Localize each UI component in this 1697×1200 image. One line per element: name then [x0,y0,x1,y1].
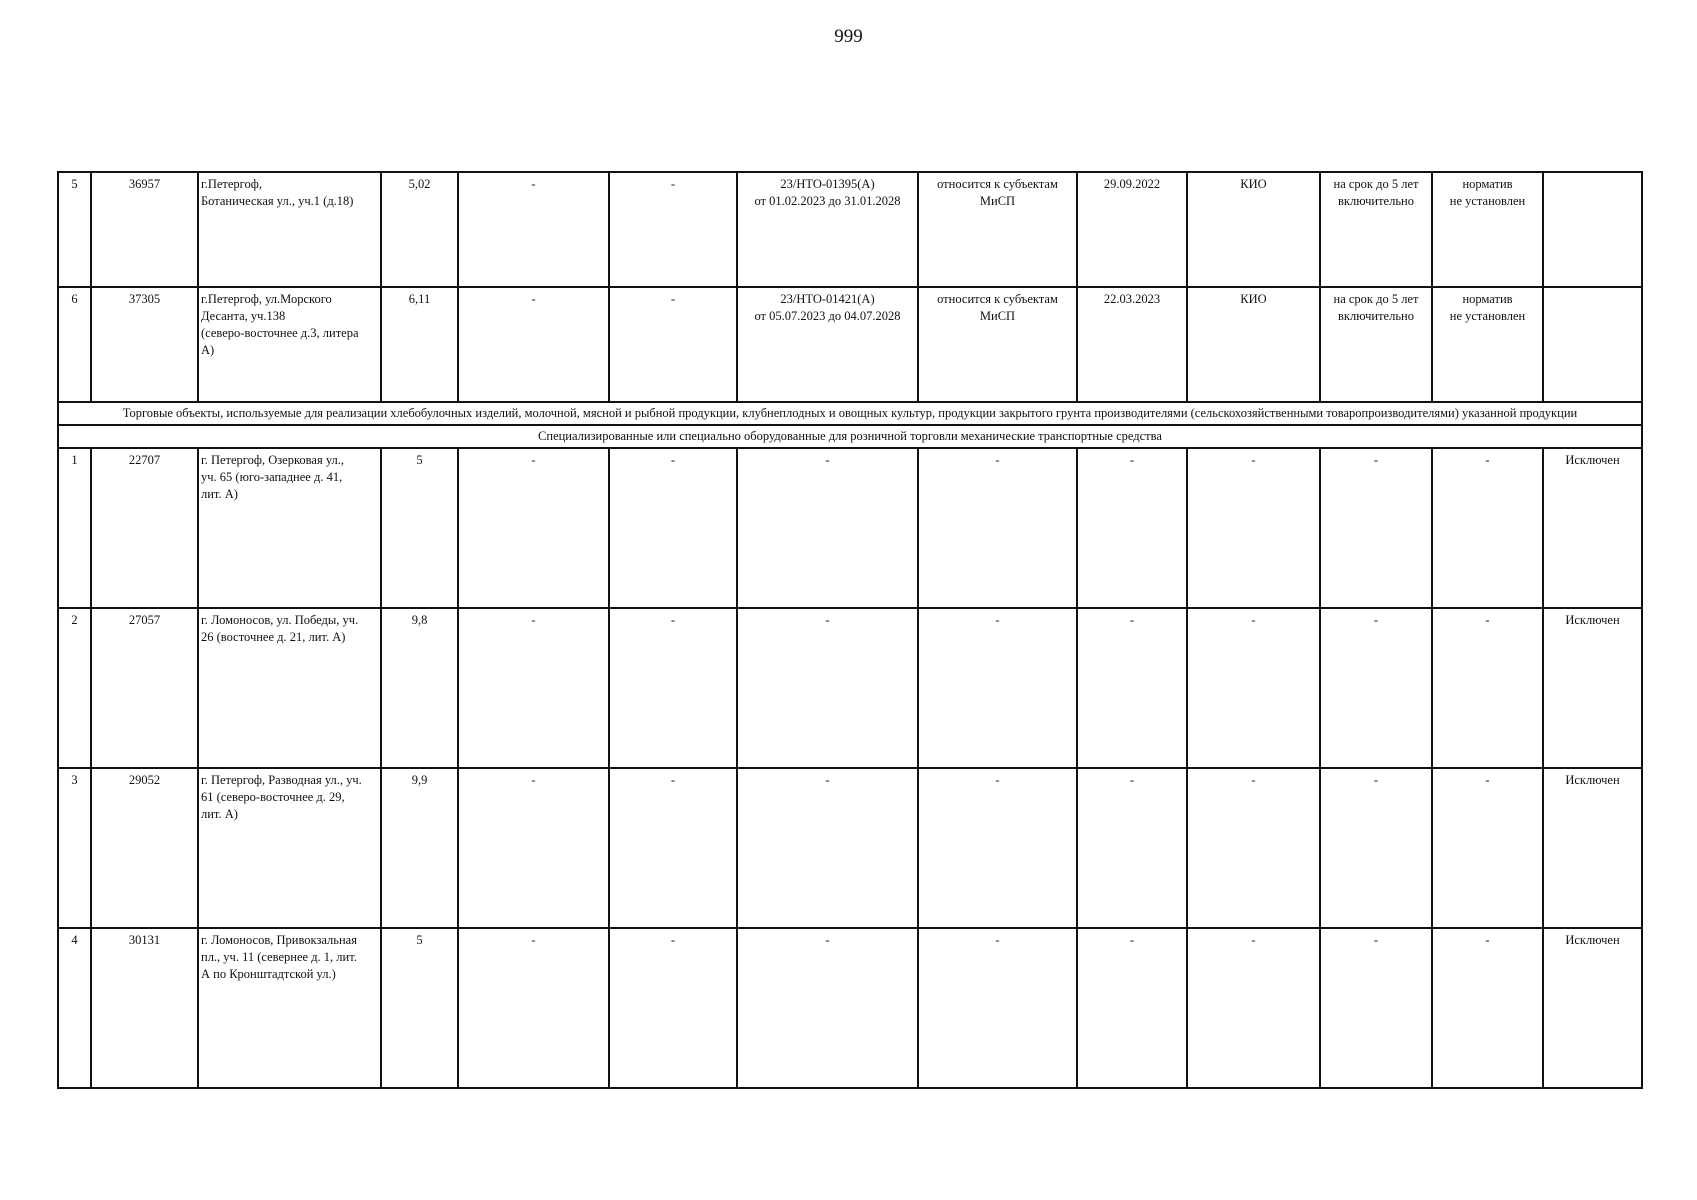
cell-address: г. Петергоф, Озерковая ул., уч. 65 (юго-западнее д. 41, лит. А) [198,448,381,608]
cell-date: - [1077,928,1187,1088]
cell-address: г.Петергоф, Ботаническая ул., уч.1 (д.18) [198,172,381,287]
cell-norm: - [1432,928,1543,1088]
cell-num: 3 [58,768,91,928]
page-number: 999 [834,26,863,47]
cell-note: Исключен [1543,448,1642,608]
cell-term: на срок до 5 лет включительно [1320,287,1432,402]
cell-address: г.Петергоф, ул.Морского Десанта, уч.138 (северо-восточнее д.3, литера А) [198,287,381,402]
cell-col5: - [458,928,609,1088]
cell-contract: - [737,768,918,928]
cell-contract: 23/НТО-01421(А) от 05.07.2023 до 04.07.2028 [737,287,918,402]
cell-num: 4 [58,928,91,1088]
cell-norm: - [1432,608,1543,768]
cell-org: КИО [1187,172,1320,287]
cell-id: 36957 [91,172,198,287]
cell-note: Исключен [1543,768,1642,928]
table-row [58,608,1642,768]
cell-col5: - [458,448,609,608]
cell-smsp: относится к субъектам МиСП [918,172,1077,287]
cell-term: - [1320,608,1432,768]
cell-area: 9,9 [381,768,458,928]
table-row [58,172,1642,287]
section-heading: Специализированные или специально оборудованные для розничной торговли механические транспортные средства [58,425,1642,448]
cell-id: 27057 [91,608,198,768]
cell-norm: - [1432,768,1543,928]
cell-contract: - [737,928,918,1088]
cell-date: - [1077,448,1187,608]
cell-contract: - [737,448,918,608]
cell-contract: - [737,608,918,768]
cell-term: на срок до 5 лет включительно [1320,172,1432,287]
cell-col6: - [609,448,737,608]
cell-date: - [1077,608,1187,768]
cell-col5: - [458,768,609,928]
cell-term: - [1320,448,1432,608]
cell-org: - [1187,928,1320,1088]
cell-contract: 23/НТО-01395(А) от 01.02.2023 до 31.01.2028 [737,172,918,287]
cell-date: 22.03.2023 [1077,287,1187,402]
cell-col5: - [458,608,609,768]
cell-id: 29052 [91,768,198,928]
cell-org: - [1187,608,1320,768]
cell-org: - [1187,448,1320,608]
table-row [58,448,1642,608]
cell-id: 37305 [91,287,198,402]
cell-num: 5 [58,172,91,287]
cell-id: 22707 [91,448,198,608]
cell-norm: - [1432,448,1543,608]
cell-address: г. Ломоносов, ул. Победы, уч. 26 (восточнее д. 21, лит. А) [198,608,381,768]
cell-note [1543,172,1642,287]
cell-note [1543,287,1642,402]
cell-col6: - [609,768,737,928]
cell-smsp: - [918,768,1077,928]
cell-smsp: - [918,928,1077,1088]
cell-org: - [1187,768,1320,928]
cell-smsp: - [918,608,1077,768]
cell-date: 29.09.2022 [1077,172,1187,287]
cell-area: 5,02 [381,172,458,287]
cell-smsp: - [918,448,1077,608]
cell-area: 5 [381,448,458,608]
cell-col6: - [609,608,737,768]
cell-area: 5 [381,928,458,1088]
cell-num: 6 [58,287,91,402]
cell-norm: норматив не установлен [1432,287,1543,402]
cell-note: Исключен [1543,928,1642,1088]
section-row [58,402,1642,425]
registry-table [57,171,1643,1089]
cell-term: - [1320,768,1432,928]
section-heading: Торговые объекты, используемые для реализации хлебобулочных изделий, молочной, мясной и рыбной продукции, клубнеплодных и овощных культур, продукции закрытого грунта производителями (сельскохозяйственными товаропроизводителями) указанной продукции [58,402,1642,425]
cell-col6: - [609,928,737,1088]
table-row [58,768,1642,928]
cell-col6: - [609,287,737,402]
cell-col5: - [458,172,609,287]
cell-date: - [1077,768,1187,928]
table-row [58,928,1642,1088]
cell-col6: - [609,172,737,287]
cell-num: 1 [58,448,91,608]
cell-area: 6,11 [381,287,458,402]
cell-note: Исключен [1543,608,1642,768]
cell-address: г. Петергоф, Разводная ул., уч. 61 (северо-восточнее д. 29, лит. А) [198,768,381,928]
cell-term: - [1320,928,1432,1088]
cell-org: КИО [1187,287,1320,402]
cell-smsp: относится к субъектам МиСП [918,287,1077,402]
cell-norm: норматив не установлен [1432,172,1543,287]
table-row [58,287,1642,402]
cell-address: г. Ломоносов, Привокзальная пл., уч. 11 (севернее д. 1, лит. А по Кронштадтской ул.) [198,928,381,1088]
section-row [58,425,1642,448]
cell-col5: - [458,287,609,402]
cell-num: 2 [58,608,91,768]
cell-id: 30131 [91,928,198,1088]
cell-area: 9,8 [381,608,458,768]
